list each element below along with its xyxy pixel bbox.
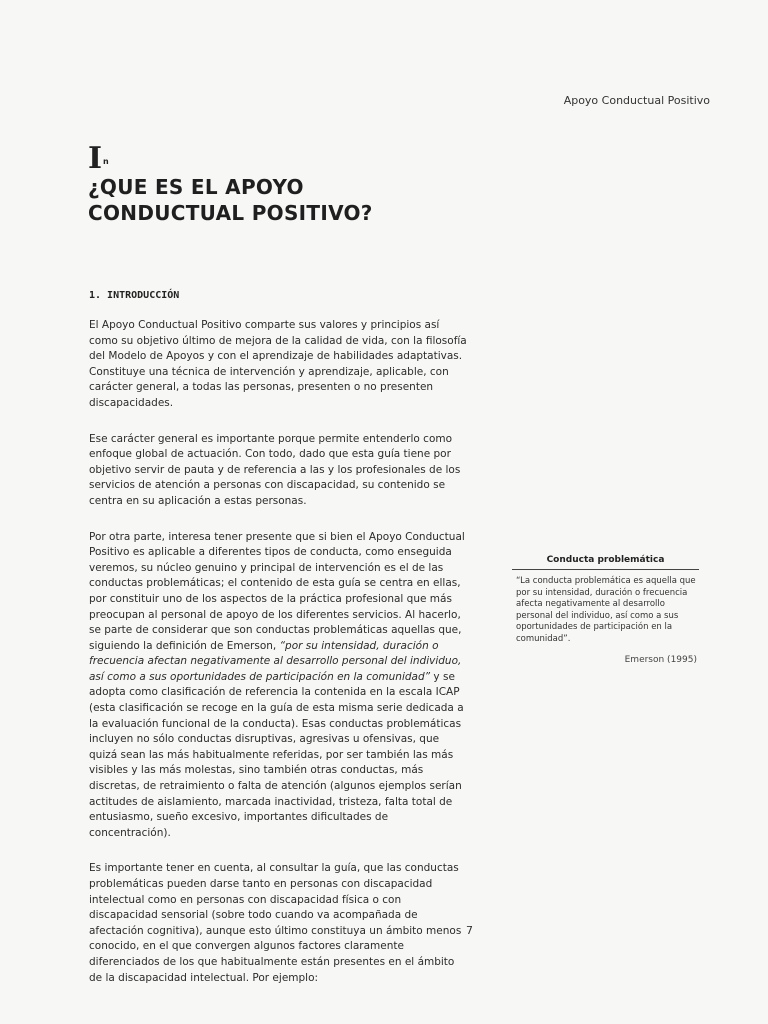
running-header: Apoyo Conductual Positivo (563, 94, 710, 107)
emerson-definition-italic: “por su intensidad, duración o frecuencia afectan negativamente al desarrollo personal del individuo, así como a sus oportunidades de participación en la comunidad” (89, 639, 462, 683)
paragraph-3-part-a: Por otra parte, interesa tener presente que si bien el Apoyo Conductual Positivo es aplicable a diferentes tipos de conducta, como enseguida veremos, su núcleo genuino y principal de intervención es el de las conductas problemáticas; el contenido de esta guía se centra en ellas, por constituir uno de los aspectos de la práctica profesional que más preocupan al personal de apoyo de los diferentes servicios. Al hacerlo, se parte de considerar que son conductas problemáticas aquellas que, siguiendo la definición de Emerson, (89, 530, 465, 652)
sidebar-quote: “La conducta problemática es aquella que por su intensidad, duración o frecuencia afecta negativamente al desarrollo personal del individuo, así como a sus oportunidades de participación en la comunidad”. (516, 576, 696, 644)
chapter-numeral (88, 141, 108, 176)
paragraph-2: Ese carácter general es importante porque permite entenderlo como enfoque global de actuación. Con todo, dado que esta guía tiene por objetivo servir de pauta y de referencia a las y los profesionales de los servicios de atención a personas con discapacidad, su contenido se centra en su aplicación a estas personas. (89, 432, 461, 507)
chapter-title (88, 174, 508, 226)
paragraph-3-part-b: y se adopta como clasificación de referencia la contenida en la escala ICAP (esta clasificación se recoge en la guía de esta misma serie dedicada a la evaluación funcional de la conducta). Esas conductas problemáticas incluyen no sólo conductas disruptivas, agresivas u ofensivas, que quizá sean las más habitualmente referidas, por ser también las más visibles y las más molestas, sino también otras conductas, más discretas, de retraimiento o falta de atención (algunos ejemplos serían actitudes de aislamiento, marcada inactividad, tristeza, falta total de entusiasmo, sueño excesivo, importantes dificultades de concentración). (89, 670, 464, 839)
chapter-numeral-glyph: I (88, 141, 102, 176)
page-number: 7 (466, 924, 473, 937)
paragraph-4: Es importante tener en cuenta, al consultar la guía, que las conductas problemáticas pueden darse tanto en personas con discapacidad intelectual como en personas con discapacidad física o con discapacidad sensorial (sobre todo cuando va acompañada de afectación cognitiva), aunque esto último constituya un ámbito menos conocido, en el que convergen algunos factores claramente diferenciados de los que habitualmente están presentes en el ámbito de la discapacidad intelectual. Por ejemplo: (89, 862, 462, 984)
chapter-numeral-suffix: n (103, 157, 108, 166)
sidebar-title: Conducta problemática (512, 555, 699, 570)
body-text (89, 318, 469, 1006)
sidebar-citation: Emerson (1995) (624, 655, 697, 665)
paragraph-1: El Apoyo Conductual Positivo comparte sus valores y principios así como su objetivo último de mejora de la calidad de vida, con la filosofía del Modelo de Apoyos y con el aprendizaje de habilidades adaptativas. Constituye una técnica de intervención y aprendizaje, aplicable, con carácter general, a todas las personas, presenten o no presenten discapacidades. (89, 319, 467, 409)
section-heading: 1. INTRODUCCIÓN (89, 290, 180, 301)
sidebar-box (512, 555, 699, 665)
paragraph-3 (89, 530, 469, 842)
chapter-title-line-2: CONDUCTUAL POSITIVO? (88, 201, 373, 225)
chapter-title-line-1: ¿QUE ES EL APOYO (88, 175, 304, 199)
